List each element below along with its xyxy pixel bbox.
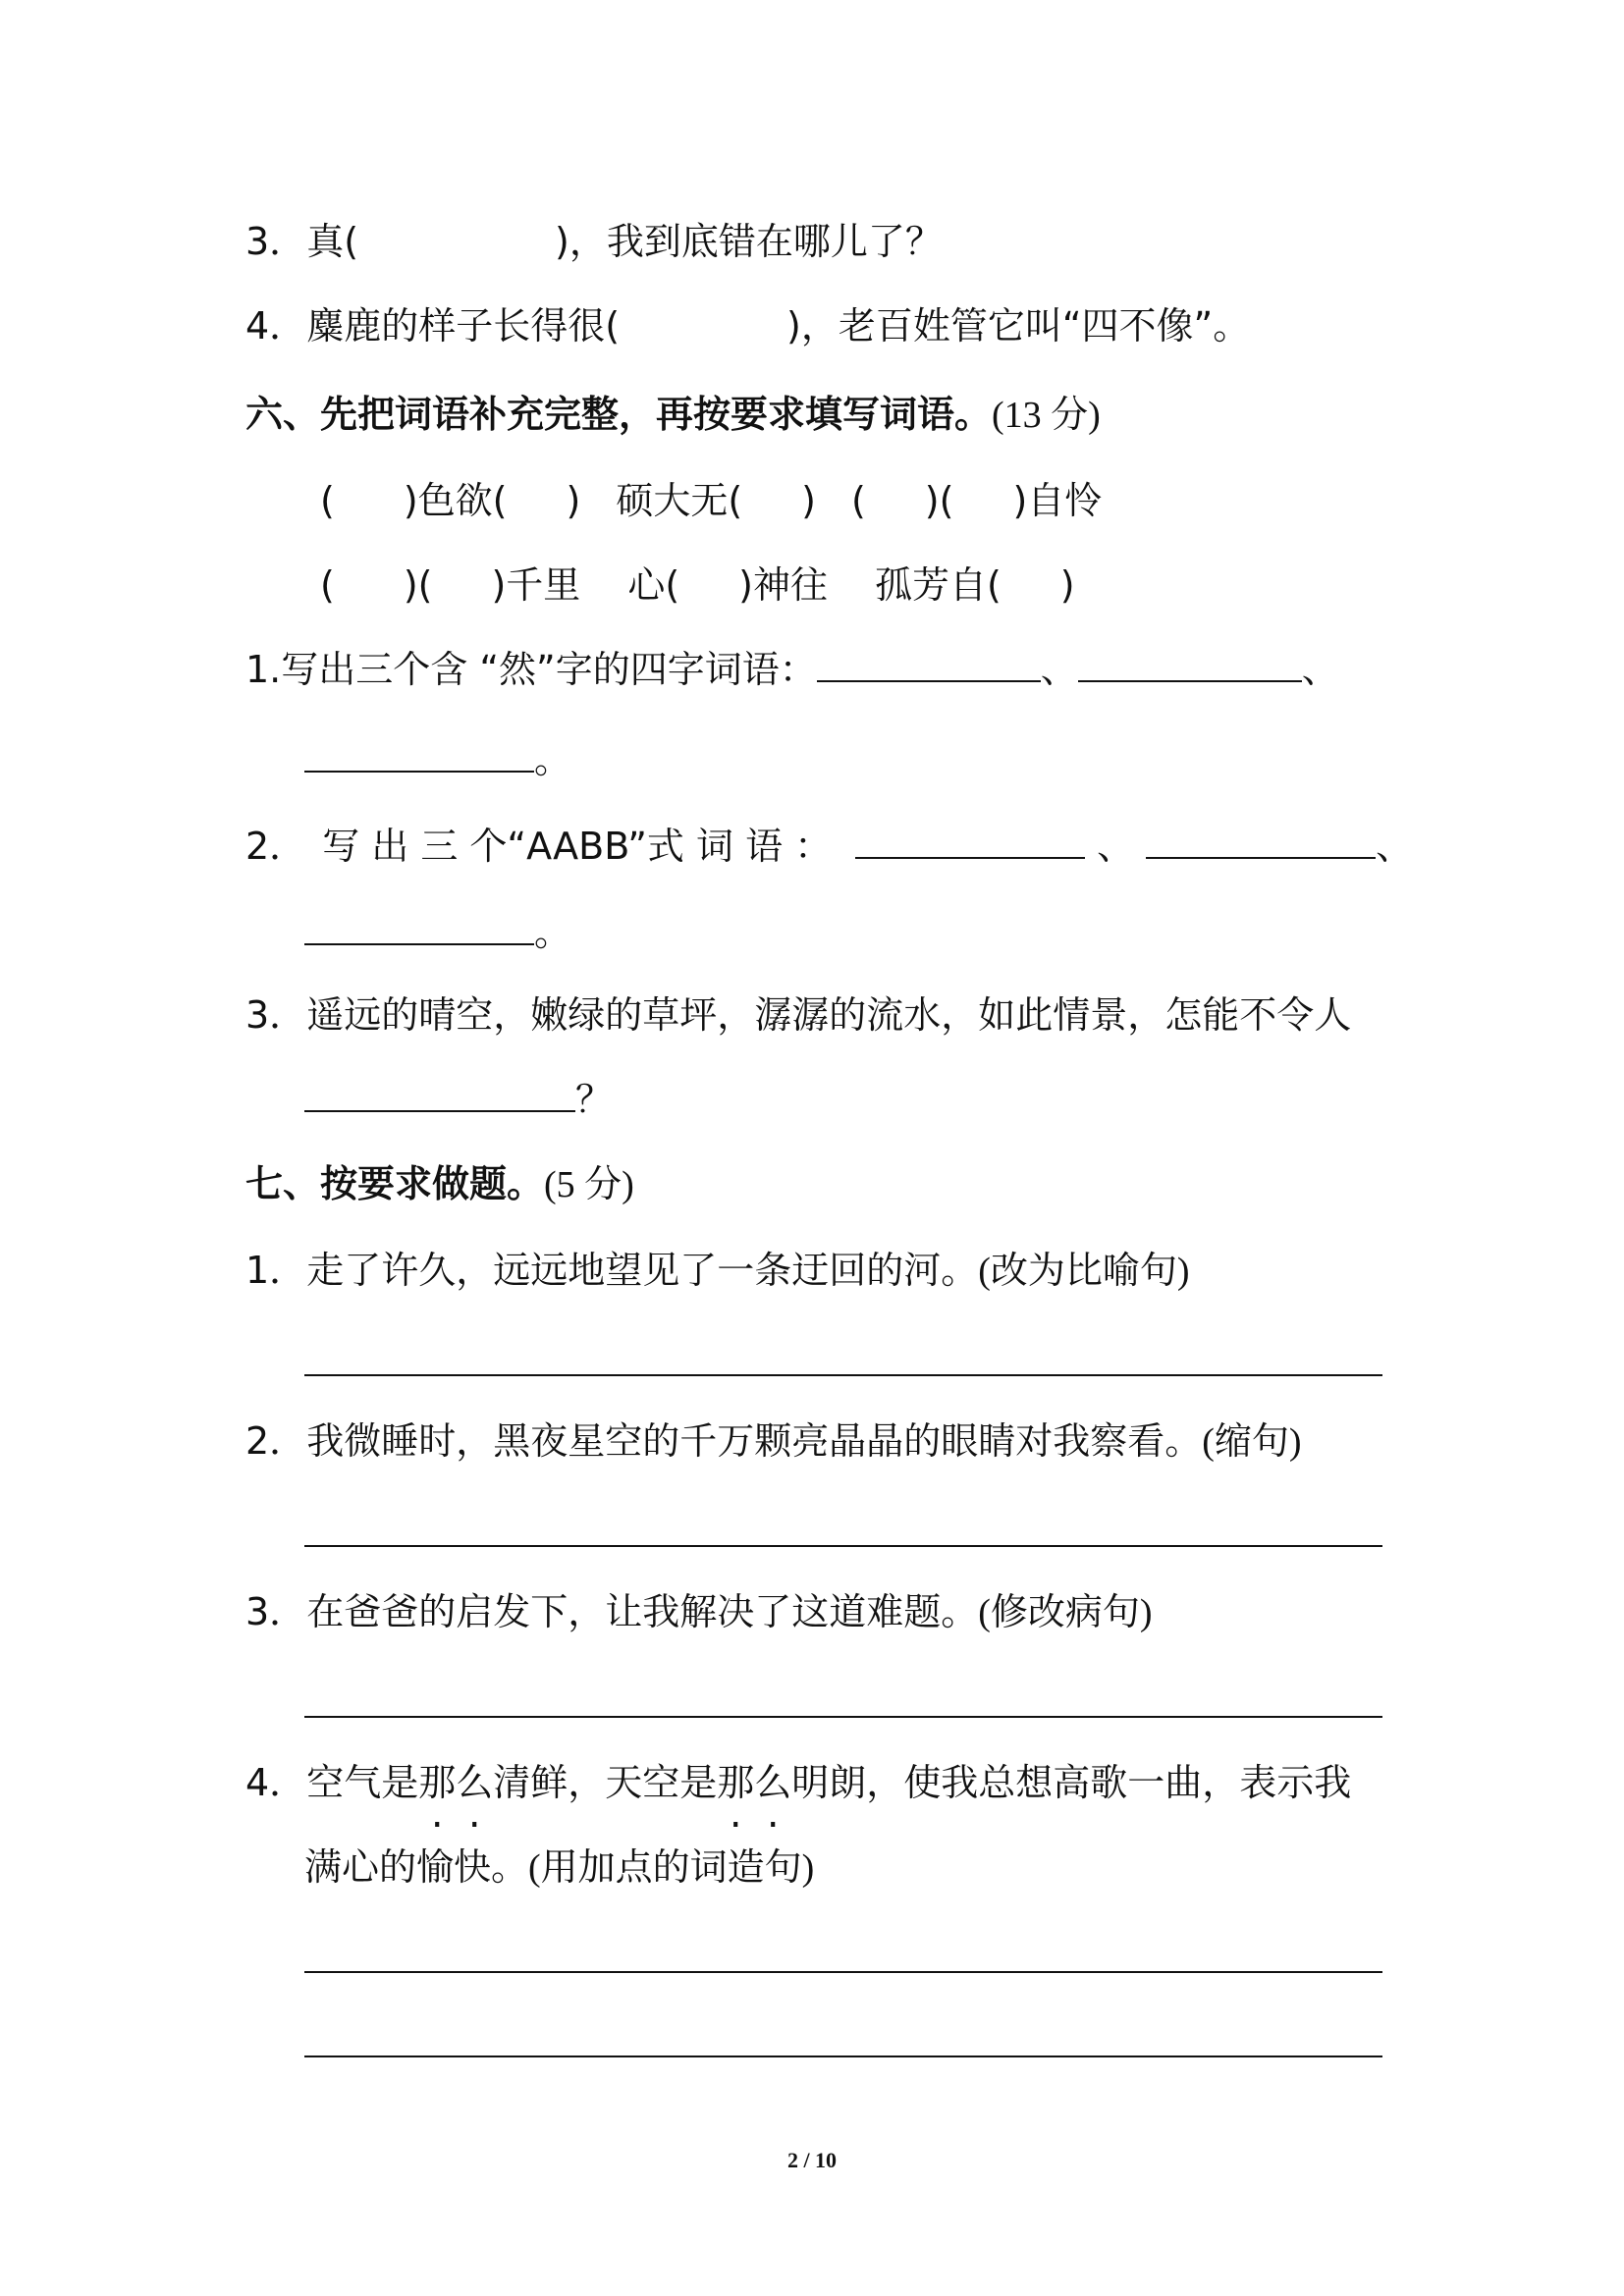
page-number: 2 / 10	[786, 2148, 838, 2172]
question-number: 2．	[245, 1419, 307, 1463]
question-6-2: 2． 写 出 三 个“AABB”式 词 语 ： 、 、	[245, 825, 1414, 868]
question-5-3: 3．真( )，我到底错在哪儿了？	[245, 220, 943, 263]
answer-line-short[interactable]	[304, 1109, 575, 1112]
question-number: 4．	[245, 1761, 307, 1804]
answer-line[interactable]	[304, 1971, 1382, 1973]
answer-line[interactable]	[304, 1374, 1382, 1376]
idiom-row-2: ( )( )千里 心( )神往 孤芳自( )	[320, 563, 1075, 607]
answer-line-short[interactable]	[304, 942, 534, 945]
answer-line-short[interactable]	[304, 770, 534, 773]
dotted-char: 那	[418, 1761, 457, 1804]
question-6-1-cont: 。	[304, 734, 571, 785]
answer-line-short[interactable]	[1078, 679, 1302, 682]
answer-line-short[interactable]	[855, 856, 1085, 859]
question-number: 1.	[245, 648, 282, 691]
section-7-heading: 七、按要求做题。(5 分)	[245, 1162, 634, 1205]
question-number: 3．	[245, 1590, 307, 1633]
question-6-3-cont: ？	[304, 1074, 613, 1125]
answer-line[interactable]	[304, 2056, 1382, 2057]
question-6-1: 1.写出三个含 “然”字的四字词语： 、 、	[245, 648, 1339, 691]
question-7-1: 1．走了许久，远远地望见了一条迂回的河。(改为比喻句)	[245, 1249, 1190, 1292]
answer-line-short[interactable]	[1146, 856, 1376, 859]
question-6-2-cont: 。	[304, 907, 571, 958]
dotted-char: 那	[717, 1761, 755, 1804]
answer-line[interactable]	[304, 1545, 1382, 1547]
answer-line-short[interactable]	[817, 679, 1041, 682]
question-5-4: 4．麋鹿的样子长得很( )，老百姓管它叫“四不像”。	[245, 304, 1251, 347]
question-6-3: 3．遥远的晴空，嫩绿的草坪，潺潺的流水，如此情景，怎能不令人	[245, 993, 1352, 1037]
question-7-4-cont: 满心的愉快。(用加点的词造句)	[304, 1845, 815, 1889]
question-number: 3．	[245, 220, 307, 263]
question-number: 1．	[245, 1249, 307, 1292]
question-number: 4．	[245, 304, 307, 347]
dotted-char: 么	[456, 1761, 494, 1804]
question-7-2: 2．我微睡时，黑夜星空的千万颗亮晶晶的眼睛对我察看。(缩句)	[245, 1419, 1302, 1463]
question-7-4: 4．空气是那么清鲜，天空是那么明朗，使我总想高歌一曲，表示我	[245, 1757, 1351, 1808]
section-6-heading: 六、先把词语补充完整，再按要求填写词语。(13 分)	[245, 393, 1101, 436]
question-7-3: 3．在爸爸的启发下，让我解决了这道难题。(修改病句)	[245, 1590, 1153, 1633]
question-number: 2．	[245, 825, 307, 868]
idiom-row-1: ( )色欲( ) 硕大无( ) ( )( )自怜	[320, 479, 1103, 522]
question-number: 3．	[245, 993, 307, 1037]
answer-line[interactable]	[304, 1716, 1382, 1718]
dotted-char: 么	[754, 1761, 792, 1804]
